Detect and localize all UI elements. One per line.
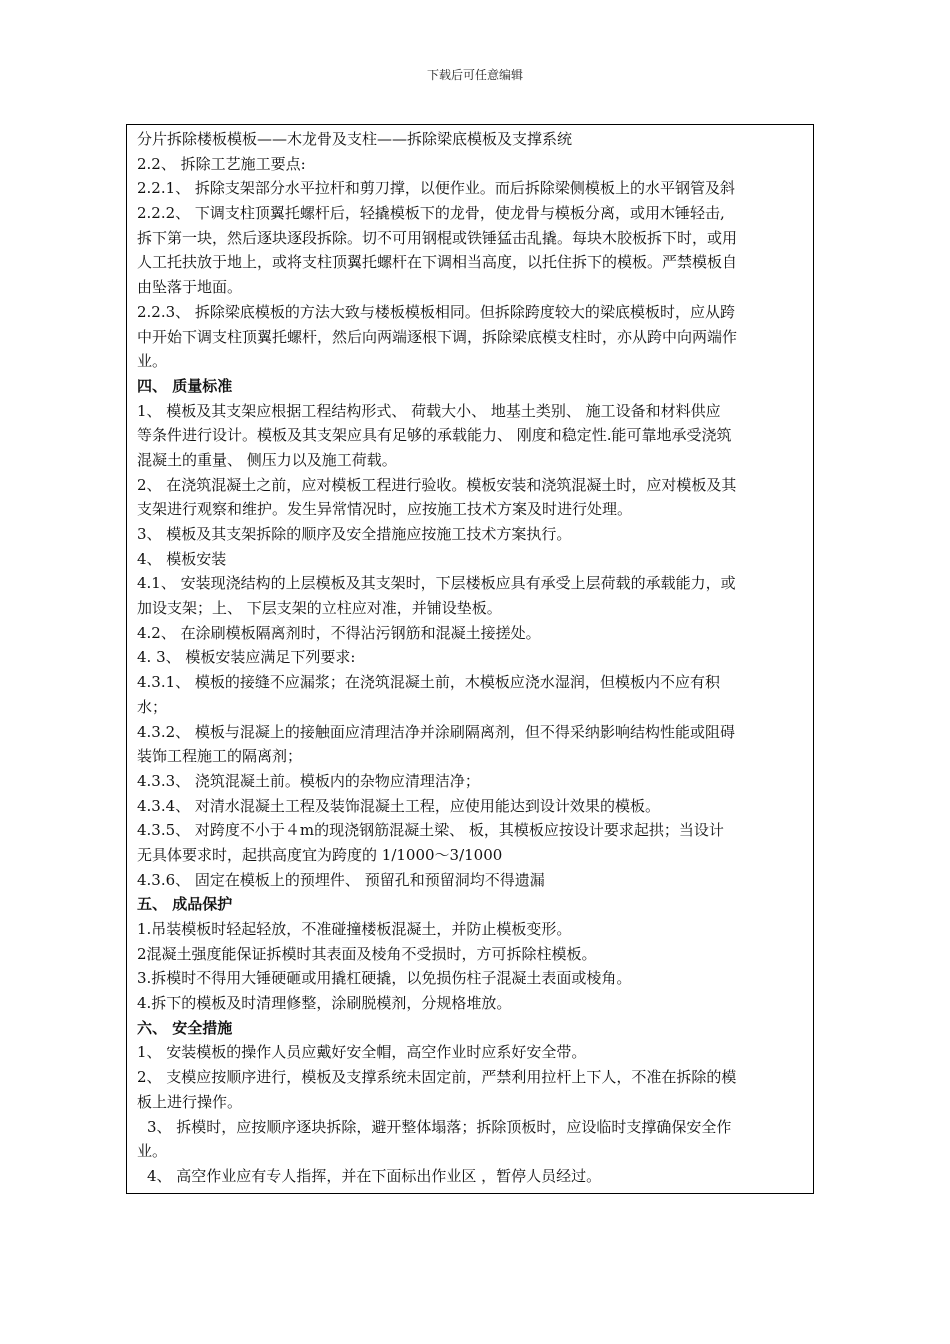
- text-line: 装饰工程施工的隔离剂；: [137, 747, 303, 766]
- text-line: 4.3.2、 模板与混凝上的接触面应清理洁净并涂刷隔离剂，但不得采纳影响结构性能或阻碍: [137, 722, 735, 741]
- text-line: 4.2、 在涂刷模板隔离剂时，不得沾污钢筋和混凝土接搓处。: [137, 623, 541, 642]
- text-line: 无具体要求时，起拱高度宜为跨度的 1/1000～3/1000: [137, 845, 503, 864]
- text-line: 2、 在浇筑混凝土之前，应对模板工程进行验收。模板安装和浇筑混凝土时，应对模板及其: [137, 475, 737, 494]
- text-line: 4.3.5、 对跨度不小于４m的现浇钢筋混凝土梁、 板，其模板应按设计要求起拱；当设计: [137, 821, 724, 840]
- text-line: 水；: [137, 697, 168, 716]
- text-line: 4、 高空作业应有专人指挥，并在下面标出作业区 ，暂停人员经过。: [147, 1166, 602, 1185]
- text-line: 支架进行观察和维护。发生异常情况时，应按施工技术方案及时进行处理。: [137, 500, 633, 519]
- text-line: 4.3.1、 模板的接缝不应漏浆；在浇筑混凝土前，木模板应浇水湿润，但模板内不应有积: [137, 673, 720, 692]
- text-line: 分片拆除楼板模板——木龙骨及支柱——拆除梁底模板及支撑系统: [137, 130, 573, 148]
- text-line: 4.3.4、 对清水混凝土工程及装饰混凝土工程，应使用能达到设计效果的模板。: [137, 796, 660, 815]
- text-line: 4、 模板安装: [137, 549, 227, 568]
- content-table-cell: [126, 124, 814, 1194]
- text-line: 3.拆模时不得用大锤硬砸或用撬杠硬撬，以免损伤柱子混凝土表面或棱角。: [137, 969, 632, 988]
- section-heading: 五、 成品保护: [137, 895, 233, 914]
- text-line: 2、 支模应按顺序进行，模板及支撑系统未固定前，严禁利用拉杆上下人，不准在拆除的模: [137, 1068, 737, 1087]
- text-line: 人工托扶放于地上，或将支柱顶翼托螺杆在下调相当高度，以托住拆下的模板。严禁模板自: [137, 253, 738, 272]
- text-line: 拆下第一块，然后逐块逐段拆除。切不可用钢棍或铁锤猛击乱撬。每块木胶板拆下时，或用: [137, 228, 738, 247]
- text-line: 1.吊装模板时轻起轻放，不准碰撞楼板混凝土，并防止模板变形。: [137, 920, 572, 938]
- text-line: 2.2.3、 拆除梁底模板的方法大致与楼板模板相同。但拆除跨度较大的梁底模板时，应从跨: [137, 302, 735, 321]
- text-line: 3、 模板及其支架拆除的顺序及安全措施应按施工技术方案执行。: [137, 525, 572, 543]
- text-line: 4.3.6、 固定在模板上的预埋件、 预留孔和预留洞均不得遗漏: [137, 870, 545, 889]
- section-heading: 六、 安全措施: [137, 1018, 233, 1037]
- text-line: 4.拆下的模板及时清理修整，涂刷脱模剂，分规格堆放。: [137, 994, 512, 1013]
- text-line: 1、 模板及其支架应根据工程结构形式、 荷载大小、 地基土类别、 施工设备和材料供应: [137, 401, 721, 420]
- text-line: 4.1、 安装现浇结构的上层模板及其支架时，下层楼板应具有承受上层荷载的承载能力，或: [137, 574, 736, 593]
- text-line: 板上进行操作。: [137, 1092, 243, 1111]
- text-line: 业。: [137, 1142, 168, 1161]
- text-line: 中开始下调支柱顶翼托螺杆，然后向两端逐根下调，拆除梁底模支柱时，亦从跨中向两端作: [137, 327, 738, 346]
- text-line: 3、 拆模时，应按顺序逐块拆除，避开整体塌落；拆除顶板时，应设临时支撑确保安全作: [147, 1117, 732, 1136]
- text-line: 业。: [137, 352, 168, 371]
- text-line: 2混凝土强度能保证拆模时其表面及棱角不受损时，方可拆除柱模板。: [137, 944, 597, 963]
- text-line: 混凝土的重量、 侧压力以及施工荷载。: [137, 450, 397, 469]
- text-line: 1、 安装模板的操作人员应戴好安全帽，高空作业时应系好安全带。: [137, 1043, 587, 1062]
- section-heading: 四、 质量标准: [137, 376, 233, 395]
- text-line: 4. 3、 模板安装应满足下列要求:: [137, 648, 356, 667]
- text-line: 2.2、 拆除工艺施工要点:: [137, 154, 306, 173]
- page-header: 下载后可任意编辑: [426, 68, 523, 82]
- text-line: 由坠落于地面。: [137, 278, 243, 297]
- text-line: 2.2.2、 下调支柱顶翼托螺杆后，轻撬模板下的龙骨，使龙骨与模板分离，或用木锤轻击,: [137, 204, 725, 223]
- text-line: 加设支架；上、 下层支架的立柱应对准，并铺设垫板。: [137, 599, 502, 618]
- text-line: 2.2.1、 拆除支架部分水平拉杆和剪刀撑，以便作业。而后拆除梁侧模板上的水平钢管及斜: [137, 179, 735, 198]
- text-line: 等条件进行设计。模板及其支架应具有足够的承载能力、 刚度和稳定性.能可靠地承受浇筑: [137, 426, 732, 445]
- text-line: 4.3.3、 浇筑混凝土前。模板内的杂物应清理洁净；: [137, 771, 480, 790]
